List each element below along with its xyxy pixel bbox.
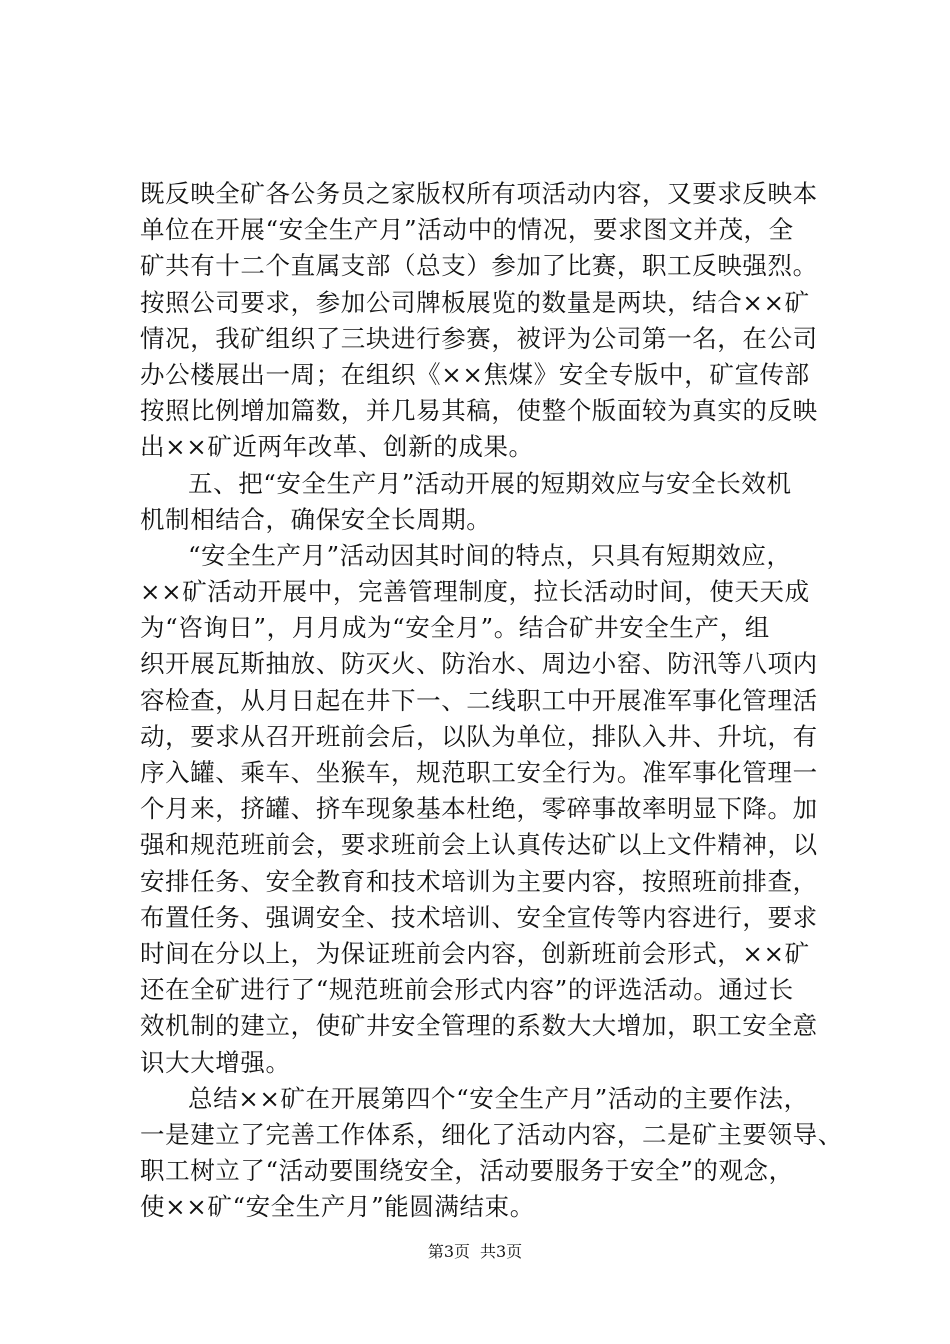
section-heading-line: 五、把“安全生产月”活动开展的短期效应与安全长效机 <box>188 468 792 498</box>
text-line: 一是建立了完善工作体系，细化了活动内容，二是矿主要领导、 <box>140 1119 843 1149</box>
text-line: 织开展瓦斯抽放、防灭火、防治水、周边小窑、防汛等八项内 <box>140 649 818 679</box>
text-line: 按照公司要求，参加公司牌板展览的数量是两块，结合××矿 <box>140 287 810 317</box>
text-line: 动，要求从召开班前会后，以队为单位，排队入井、升坑，有 <box>140 721 818 751</box>
text-line: 按照比例增加篇数，并几易其稿，使整个版面较为真实的反映 <box>140 396 818 426</box>
document-body <box>140 176 843 1225</box>
text-line: 既反映全矿各公务员之家版权所有项活动内容，又要求反映本 <box>140 179 818 208</box>
text-line: 容检查，从月日起在井下一、二线职工中开展准军事化管理活 <box>140 685 818 715</box>
text-line: 识大大增强。 <box>140 1047 291 1077</box>
text-line: 序入罐、乘车、坐猴车，规范职工安全行为。准军事化管理一 <box>140 758 818 787</box>
text-line: 出××矿近两年改革、创新的成果。 <box>140 432 534 462</box>
text-line: 效机制的建立，使矿井安全管理的系数大大增加，职工安全意 <box>140 1011 818 1041</box>
text-line: 为“咨询日”，月月成为“安全月”。结合矿井安全生产，组 <box>140 613 770 643</box>
page-footer <box>0 1242 950 1262</box>
text-line: 单位在开展“安全生产月”活动中的情况，要求图文并茂，全 <box>140 215 794 245</box>
text-line: ××矿活动开展中，完善管理制度，拉长活动时间，使天天成 <box>140 577 810 607</box>
text-line: 办公楼展出一周；在组织《××焦煤》安全专版中，矿宣传部 <box>140 359 810 389</box>
text-line: 强和规范班前会，要求班前会上认真传达矿以上文件精神，以 <box>140 830 818 860</box>
text-line: 布置任务、强调安全、技术培训、安全宣传等内容进行，要求 <box>140 902 818 932</box>
text-line: 还在全矿进行了“规范班前会形式内容”的评选活动。通过长 <box>140 975 794 1005</box>
text-line: 职工树立了“活动要围绕安全，活动要服务于安全”的观念， <box>140 1156 794 1186</box>
text-line: 安排任务、安全教育和技术培训为主要内容，按照班前排查， <box>140 866 818 896</box>
text-line: 矿共有十二个直属支部（总支）参加了比赛，职工反映强烈。 <box>140 251 818 281</box>
text-line: 使××矿“安全生产月”能圆满结束。 <box>140 1192 535 1222</box>
text-line: 情况，我矿组织了三块进行参赛，被评为公司第一名，在公司 <box>140 323 818 353</box>
page-total: 共3页 <box>480 1242 523 1261</box>
page-number: 第3页 <box>427 1242 470 1261</box>
text-line: 时间在分以上，为保证班前会内容，创新班前会形式，××矿 <box>140 938 810 968</box>
text-line: 个月来，挤罐、挤车现象基本杜绝，零碎事故率明显下降。加 <box>140 794 818 824</box>
section-heading-line: 机制相结合，确保安全长周期。 <box>140 504 492 534</box>
text-line: 总结××矿在开展第四个“安全生产月”活动的主要作法， <box>188 1083 809 1113</box>
text-line: “安全生产月”活动因其时间的特点，只具有短期效应， <box>188 540 792 570</box>
